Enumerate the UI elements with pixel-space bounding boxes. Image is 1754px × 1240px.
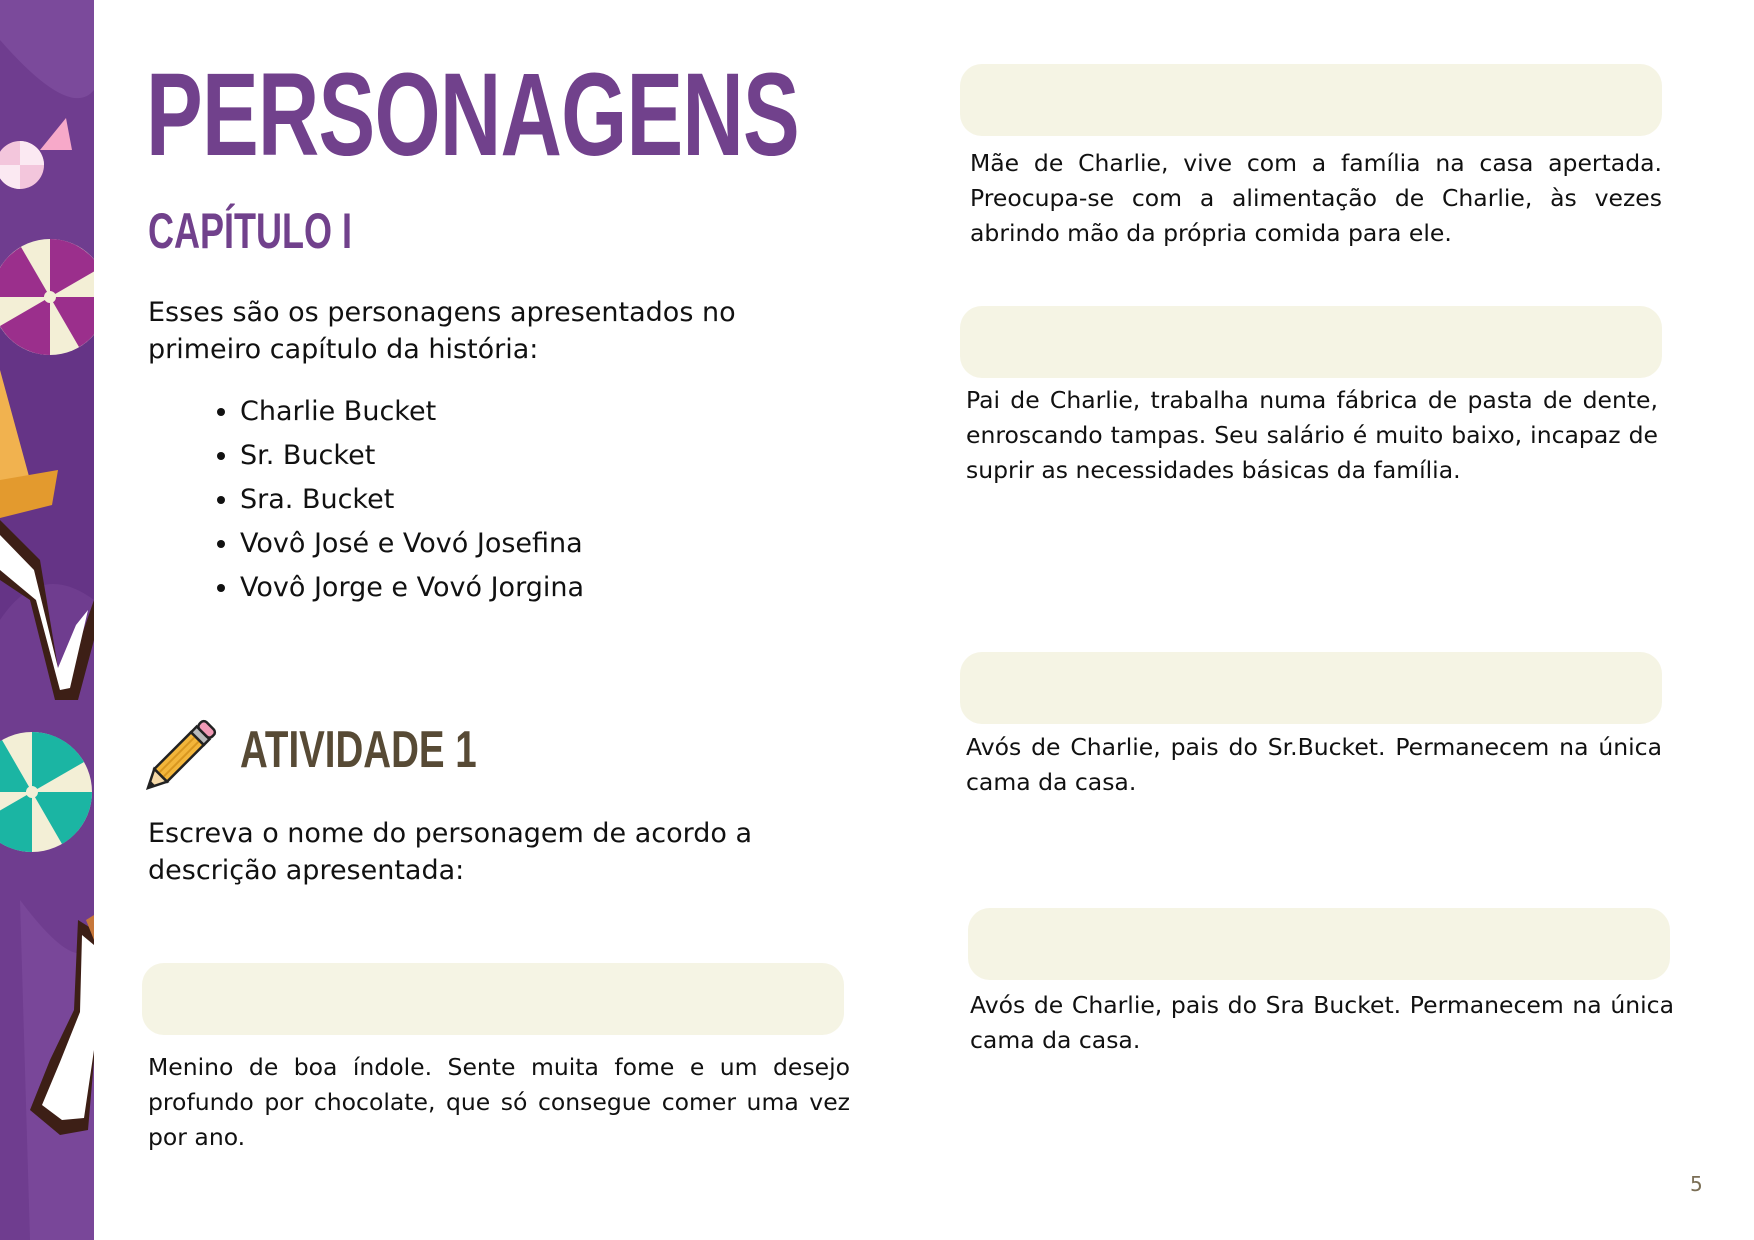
list-item: • Charlie Bucket [240, 390, 584, 434]
candy-decoration-icon [0, 0, 94, 1240]
activity-instruction: Escreva o nome do personagem de acordo a descrição apresentada: [148, 818, 753, 886]
list-item: • Sra. Bucket [240, 478, 584, 522]
page-number: 5 [1690, 1172, 1703, 1196]
description-charlie: Menino de boa índole. Sente muita fome e um desejo profundo por chocolate, que só consegue comer uma vez por ano. [148, 1053, 850, 1151]
description-avos-sra: Avós de Charlie, pais do Sra Bucket. Permanecem na única cama da casa. [970, 991, 1674, 1054]
pencil-icon [145, 713, 223, 791]
description-mae: Mãe de Charlie, vive com a família na casa apertada. Preocupa-se com a alimentação de Charlie, às vezes abrindo mão da própria comida para ele. [970, 149, 1662, 247]
page-title: PERSONAGENS [146, 49, 800, 181]
list-item: • Sr. Bucket [240, 434, 584, 478]
list-item: • Vovô Jorge e Vovó Jorgina [240, 566, 584, 610]
description-avos-sr: Avós de Charlie, pais do Sr.Bucket. Permanecem na única cama da casa. [966, 733, 1662, 796]
character-list [148, 390, 584, 610]
list-item: • Vovô José e Vovó Josefina [240, 522, 584, 566]
decorative-side-strip [0, 0, 94, 1240]
answer-field-avos-sr[interactable] [960, 652, 1662, 724]
answer-field-pai[interactable] [960, 306, 1662, 378]
activity-heading: ATIVIDADE 1 [240, 721, 477, 779]
description-pai: Pai de Charlie, trabalha numa fábrica de pasta de dente, enroscando tampas. Seu salário é muito baixo, incapaz de suprir as necessidades básicas da família. [966, 386, 1658, 484]
answer-field-mae[interactable] [960, 64, 1662, 136]
chapter-heading: CAPÍTULO I [148, 203, 352, 259]
intro-text: Esses são os personagens apresentados no primeiro capítulo da história: [148, 297, 736, 365]
answer-field-charlie[interactable] [142, 963, 844, 1035]
answer-field-avos-sra[interactable] [968, 908, 1670, 980]
